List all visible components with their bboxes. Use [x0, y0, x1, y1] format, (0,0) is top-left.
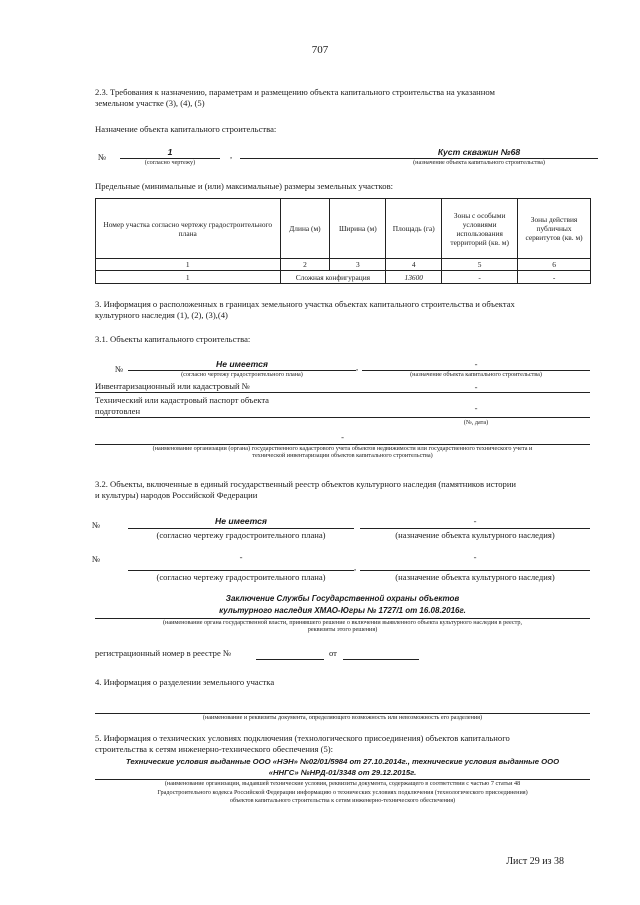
cs-object-caption: (назначение объекта капитального строительства): [410, 371, 542, 378]
date-caption: (№, дата): [463, 419, 489, 426]
table-header: Зоны действия публичных сервитутов (кв. м): [518, 199, 591, 259]
table-cell: 1: [96, 259, 281, 271]
number-label: №: [92, 520, 101, 530]
object-name-caption: (назначение объекта капитального строительства): [413, 159, 545, 166]
heritage-plan-value-2: -: [239, 552, 243, 562]
table-cell: -: [518, 271, 591, 284]
purpose-label: Назначение объекта капитального строительства:: [95, 124, 277, 134]
plots-table: [95, 198, 591, 284]
registry-from-label: от: [329, 648, 337, 658]
table-cell: 5: [442, 259, 518, 271]
page-number: 707: [311, 44, 329, 56]
org-value: -: [341, 432, 344, 442]
table-number-row: [96, 259, 591, 271]
technical-conditions: Технические условия выданные ООО «НЭН» №02/01/5984 от 27.10.2014г., технические условия выданные ООО «ННГС» №НРД-01/3348 от 29.12.2015г.: [125, 757, 560, 777]
technical-conditions-caption: (наименование организации, выдавшей технические условия, реквизиты документа, содержащего в соответствии с частью 7 статьи 48 Градостроительного кодекса Российской Федерации информацию о технических условиях подключения (технологического присоединения) объектов капитального строительства к сетям инженерно-технического обеспечения): [157, 780, 528, 804]
heritage-plan-caption-2: (согласно чертежу градостроительного плана): [156, 572, 326, 582]
heritage-plan-value: Не имеется: [215, 516, 267, 526]
heritage-plan-line-2: [128, 570, 354, 571]
sheet-number: Лист 29 из 38: [506, 856, 564, 867]
registry-number-line[interactable]: [256, 659, 324, 660]
passport-value: -: [474, 403, 478, 413]
section-2-3-heading: 2.3. Требования к назначению, параметрам и размещению объекта капитального строительства на указанном земельном участке (3), (4), (5): [95, 87, 495, 108]
registry-date-line[interactable]: [343, 659, 419, 660]
table-header: Ширина (м): [330, 199, 386, 259]
comma: ,: [354, 562, 357, 572]
cs-object-value: -: [474, 359, 478, 369]
org-caption: (наименование организации (органа) государственного кадастрового учета объектов недвижимости или государственного технического учета и технической инвентаризации объектов капитального строительства): [152, 445, 533, 459]
plan-number-value: 1: [167, 147, 173, 157]
section-3-1-heading: 3.1. Объекты капитального строительства:: [95, 334, 251, 344]
table-row: [96, 271, 591, 284]
heritage-object-value-2: -: [473, 552, 477, 562]
number-label: №: [92, 554, 101, 564]
section-4-caption: (наименование и реквизиты документа, определяющего возможность или невозможность его разделения): [202, 714, 483, 721]
passport-line: [95, 417, 590, 418]
plan-number-caption: (согласно чертежу): [144, 159, 196, 166]
table-cell: Сложная конфигурация: [280, 271, 386, 284]
heritage-plan-line: [128, 528, 354, 529]
section-3-2-heading: 3.2. Объекты, включенные в единый государственный реестр объектов культурного наследия (памятников истории и культуры) народов Российской Федерации: [95, 479, 517, 500]
table-cell: 2: [280, 259, 330, 271]
heritage-object-line-2: [360, 570, 590, 571]
limits-label: Предельные (минимальные и (или) максимальные) размеры земельных участков:: [95, 181, 394, 191]
table-cell: 4: [386, 259, 442, 271]
inventory-line: [95, 392, 590, 393]
heritage-object-value: -: [473, 516, 477, 526]
comma: ,: [230, 150, 233, 160]
heritage-conclusion: Заключение Службы Государственной охраны объектов культурного наследия ХМАО-Югры № 1727/1 от 16.08.2016г.: [219, 594, 466, 615]
section-4-heading: 4. Информация о разделении земельного участка: [95, 677, 275, 687]
object-name-value: Куст скважин №68: [437, 147, 521, 157]
cs-plan-value: Не имеется: [216, 359, 268, 369]
table-header: Длина (м): [280, 199, 330, 259]
number-label: №: [98, 152, 107, 162]
heritage-body-caption: (наименование органа государственной власти, принявшего решение о включении выявленного объекта культурного наследия в реестр, реквизиты этого решения): [162, 619, 523, 633]
table-cell: -: [442, 271, 518, 284]
table-header: Зоны с особыми условиями использования территорий (кв. м): [442, 199, 518, 259]
table-cell: 13600: [386, 271, 442, 284]
cs-plan-caption: (согласно чертежу градостроительного плана): [181, 371, 303, 378]
table-cell: 1: [96, 271, 281, 284]
number-label: №: [115, 364, 124, 374]
comma: ,: [356, 362, 359, 372]
heritage-object-line: [360, 528, 590, 529]
table-header-row: [96, 199, 591, 259]
heritage-plan-caption: (согласно чертежу градостроительного плана): [156, 530, 326, 540]
table-header: Номер участка согласно чертежу градостроительного плана: [96, 199, 281, 259]
passport-label: Технический или кадастровый паспорт объекта подготовлен: [95, 395, 269, 416]
heritage-object-caption-2: (назначение объекта культурного наследия): [395, 572, 555, 582]
table-cell: 6: [518, 259, 591, 271]
heritage-object-caption: (назначение объекта культурного наследия): [395, 530, 555, 540]
section-3-heading: 3. Информация о расположенных в границах земельного участка объектах капитального строительства и объектах культурного наследия (1), (2), (3),(4): [95, 299, 515, 320]
table-header: Площадь (га): [386, 199, 442, 259]
inventory-label: Инвентаризационный или кадастровый №: [95, 381, 250, 391]
section-5-heading: 5. Информация о технических условиях подключения (технологического присоединения) объектов капитального строительства к сетям инженерно-технического обеспечения (5):: [95, 733, 510, 754]
table-cell: 3: [330, 259, 386, 271]
registry-label: регистрационный номер в реестре №: [95, 648, 232, 658]
inventory-value: -: [474, 382, 478, 392]
